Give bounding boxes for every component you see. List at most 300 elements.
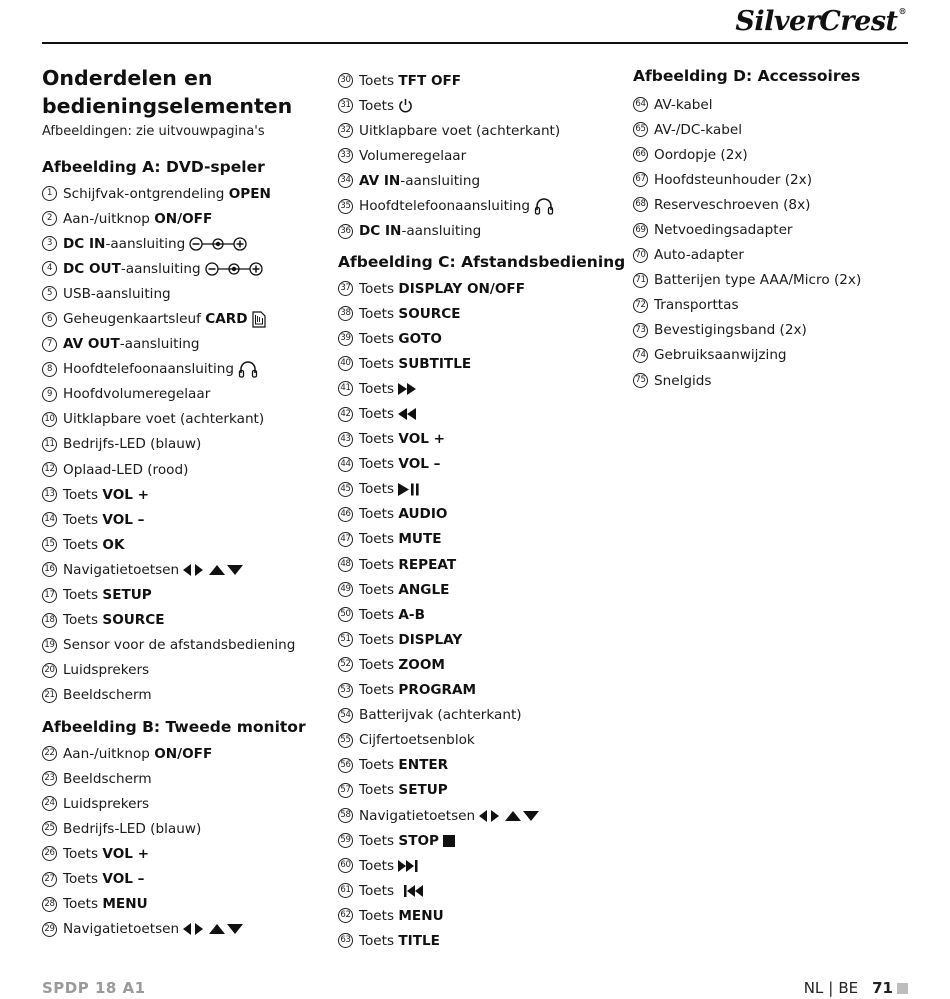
item-label bbox=[359, 732, 475, 748]
item-label bbox=[359, 933, 440, 949]
item-text-pre: Luidsprekers bbox=[63, 795, 150, 812]
item-text-pre: Toets bbox=[359, 656, 399, 673]
item-number-badge: 24 bbox=[42, 796, 57, 811]
item-text-pre: Toets bbox=[359, 932, 399, 949]
item-label bbox=[359, 356, 471, 372]
item-text-bold: AV IN bbox=[359, 172, 401, 189]
page-title: Onderdelen en bedieningselementen bbox=[42, 66, 293, 118]
item-text-bold: VOL + bbox=[102, 845, 150, 862]
item-text-pre: Uitklapbare voet (achterkant) bbox=[359, 122, 561, 139]
list-item bbox=[42, 532, 295, 557]
item-text-bold: TFT OFF bbox=[398, 72, 462, 89]
item-text-bold: REPEAT bbox=[398, 556, 457, 573]
item-text-bold: ANGLE bbox=[398, 581, 450, 598]
item-number-badge: 11 bbox=[42, 437, 57, 452]
item-text-pre: Batterijvak (achterkant) bbox=[359, 707, 522, 724]
item-number-badge: 40 bbox=[338, 356, 353, 371]
list-item bbox=[633, 167, 861, 192]
item-label bbox=[654, 373, 712, 389]
list-section-c bbox=[338, 276, 539, 954]
item-text-bold: OK bbox=[102, 536, 125, 553]
item-text-pre: Toets bbox=[63, 486, 103, 503]
item-label bbox=[359, 782, 448, 798]
list-section-b-part1 bbox=[42, 741, 243, 942]
item-number-badge: 35 bbox=[338, 199, 353, 214]
list-item bbox=[42, 658, 295, 683]
item-text-pre: Reserveschroeven (8x) bbox=[654, 196, 811, 213]
item-number-badge: 33 bbox=[338, 148, 353, 163]
item-label bbox=[63, 186, 271, 202]
rewind-icon bbox=[398, 408, 417, 420]
item-text-pre: Hoofdsteunhouder (2x) bbox=[654, 171, 813, 188]
item-label bbox=[359, 607, 425, 623]
item-text-bold: ZOOM bbox=[398, 656, 445, 673]
item-text-pre: Toets bbox=[63, 536, 103, 553]
item-label bbox=[63, 846, 149, 862]
list-item bbox=[633, 268, 861, 293]
item-label bbox=[63, 796, 149, 812]
item-number-badge: 70 bbox=[633, 248, 648, 263]
item-text-bold: SETUP bbox=[102, 587, 152, 604]
list-item bbox=[338, 401, 539, 426]
item-label bbox=[359, 481, 394, 497]
item-number-badge: 42 bbox=[338, 407, 353, 422]
item-number-badge: 25 bbox=[42, 821, 57, 836]
item-text-pre: Toets bbox=[359, 581, 399, 598]
item-number-badge: 34 bbox=[338, 173, 353, 188]
item-text-bold: AUDIO bbox=[398, 506, 448, 523]
item-text-bold: PROGRAM bbox=[398, 682, 477, 699]
item-text-bold: VOL + bbox=[102, 486, 150, 503]
item-label bbox=[63, 261, 201, 277]
page-number: 71 bbox=[872, 979, 893, 997]
list-item bbox=[338, 703, 539, 728]
item-text-pre: Toets bbox=[63, 845, 103, 862]
list-item bbox=[633, 117, 861, 142]
item-text-pre: Navigatietoetsen bbox=[63, 561, 180, 578]
item-text-bold: VOL – bbox=[102, 511, 145, 528]
power-icon bbox=[398, 98, 413, 113]
item-text-pre: AV-/DC-kabel bbox=[654, 121, 743, 138]
item-number-badge: 26 bbox=[42, 846, 57, 861]
headphones-icon bbox=[238, 360, 258, 378]
item-label bbox=[63, 311, 248, 327]
item-number-badge: 7 bbox=[42, 337, 57, 352]
item-number-badge: 56 bbox=[338, 758, 353, 773]
item-text-bold: TITLE bbox=[398, 932, 440, 949]
list-item bbox=[42, 841, 243, 866]
item-text-post: -aansluiting bbox=[105, 235, 186, 252]
item-text-pre: Toets bbox=[359, 431, 399, 448]
list-item bbox=[338, 753, 539, 778]
section-title-c: Afbeelding C: Afstandsbediening bbox=[338, 253, 626, 271]
list-item bbox=[338, 778, 539, 803]
list-item bbox=[338, 351, 539, 376]
item-text-pre: Toets bbox=[63, 587, 103, 604]
list-item bbox=[42, 583, 295, 608]
item-label bbox=[359, 506, 447, 522]
list-item bbox=[338, 552, 539, 577]
item-number-badge: 39 bbox=[338, 331, 353, 346]
item-label bbox=[359, 381, 394, 397]
item-text-bold: DC IN bbox=[63, 235, 106, 252]
list-item bbox=[338, 276, 539, 301]
item-text-pre: Oordopje (2x) bbox=[654, 146, 748, 163]
item-text-pre: Toets bbox=[359, 280, 399, 297]
item-label bbox=[63, 286, 171, 302]
item-text-bold: VOL – bbox=[102, 871, 145, 888]
card-icon bbox=[252, 311, 266, 328]
item-text-pre: Hoofdvolumeregelaar bbox=[63, 386, 211, 403]
item-label bbox=[63, 587, 152, 603]
list-item bbox=[338, 853, 539, 878]
item-text-pre: Toets bbox=[359, 907, 399, 924]
item-number-badge: 63 bbox=[338, 933, 353, 948]
item-text-pre: Toets bbox=[359, 72, 399, 89]
item-number-badge: 37 bbox=[338, 281, 353, 296]
item-number-badge: 51 bbox=[338, 632, 353, 647]
item-label bbox=[63, 411, 264, 427]
item-text-pre: USB-aansluiting bbox=[63, 285, 171, 302]
list-item bbox=[42, 741, 243, 766]
item-label bbox=[359, 833, 439, 849]
item-text-pre: Beeldscherm bbox=[63, 687, 152, 704]
list-item bbox=[42, 557, 295, 582]
item-number-badge: 72 bbox=[633, 298, 648, 313]
list-item bbox=[338, 219, 560, 244]
item-text-pre: Toets bbox=[359, 456, 399, 473]
item-text-pre: Toets bbox=[359, 882, 395, 899]
list-item bbox=[338, 903, 539, 928]
item-text-bold: SUBTITLE bbox=[398, 355, 472, 372]
item-text-bold: OPEN bbox=[228, 185, 271, 202]
item-text-pre: Bedrijfs-LED (blauw) bbox=[63, 820, 202, 837]
item-number-badge: 66 bbox=[633, 147, 648, 162]
item-number-badge: 2 bbox=[42, 211, 57, 226]
item-label bbox=[359, 331, 442, 347]
item-number-badge: 64 bbox=[633, 97, 648, 112]
item-label bbox=[63, 871, 144, 887]
item-text-bold: VOL – bbox=[398, 456, 441, 473]
list-item bbox=[338, 928, 539, 953]
list-item bbox=[338, 627, 539, 652]
item-text-pre: Netvoedingsadapter bbox=[654, 222, 793, 239]
item-number-badge: 20 bbox=[42, 663, 57, 678]
item-text-bold: AV OUT bbox=[63, 336, 120, 353]
item-text-pre: Toets bbox=[359, 682, 399, 699]
item-text-pre: Toets bbox=[63, 511, 103, 528]
item-text-pre: Sensor voor de afstandsbediening bbox=[63, 637, 296, 654]
item-text-pre: Toets bbox=[63, 871, 103, 888]
item-text-pre: Auto-adapter bbox=[654, 247, 744, 264]
item-text-bold: DC OUT bbox=[63, 260, 121, 277]
item-label bbox=[63, 436, 201, 452]
item-label bbox=[359, 657, 445, 673]
item-number-badge: 36 bbox=[338, 224, 353, 239]
section-title-d: Afbeelding D: Accessoires bbox=[633, 67, 861, 85]
item-text-pre: Transporttas bbox=[654, 297, 739, 314]
item-number-badge: 75 bbox=[633, 373, 648, 388]
list-item bbox=[338, 452, 539, 477]
item-label bbox=[359, 557, 456, 573]
item-text-pre: Snelgids bbox=[654, 372, 712, 389]
item-label bbox=[359, 98, 394, 114]
item-text-bold: SETUP bbox=[398, 782, 448, 799]
item-number-badge: 73 bbox=[633, 323, 648, 338]
list-item bbox=[338, 803, 539, 828]
list-item bbox=[338, 68, 560, 93]
item-label bbox=[359, 757, 448, 773]
item-label bbox=[654, 122, 742, 138]
list-item bbox=[42, 457, 295, 482]
list-item bbox=[42, 791, 243, 816]
list-item bbox=[338, 193, 560, 218]
list-item bbox=[338, 93, 560, 118]
item-label bbox=[359, 908, 444, 924]
list-item bbox=[338, 502, 539, 527]
item-label bbox=[63, 896, 148, 912]
item-text-pre: Schijfvak-ontgrendeling bbox=[63, 185, 229, 202]
item-label bbox=[63, 687, 152, 703]
item-number-badge: 38 bbox=[338, 306, 353, 321]
list-item bbox=[42, 683, 295, 708]
item-text-bold: VOL + bbox=[398, 431, 446, 448]
list-section-b-part2 bbox=[338, 68, 560, 244]
item-text-bold: CARD bbox=[205, 311, 248, 328]
item-number-badge: 47 bbox=[338, 532, 353, 547]
list-item bbox=[42, 608, 295, 633]
item-number-badge: 29 bbox=[42, 922, 57, 937]
item-label bbox=[359, 198, 530, 214]
item-text-pre: Toets bbox=[359, 857, 395, 874]
item-number-badge: 19 bbox=[42, 638, 57, 653]
item-number-badge: 8 bbox=[42, 362, 57, 377]
item-text-bold: MENU bbox=[102, 896, 148, 913]
list-item bbox=[633, 92, 861, 117]
item-text-pre: Gebruiksaanwijzing bbox=[654, 347, 787, 364]
item-number-badge: 12 bbox=[42, 462, 57, 477]
list-item bbox=[42, 633, 295, 658]
nav-arrows-icon bbox=[479, 810, 539, 822]
item-number-badge: 9 bbox=[42, 387, 57, 402]
list-section-a bbox=[42, 181, 295, 708]
item-label bbox=[359, 281, 525, 297]
item-label bbox=[654, 347, 787, 363]
item-text-post: -aansluiting bbox=[119, 336, 200, 353]
item-number-badge: 10 bbox=[42, 412, 57, 427]
list-item bbox=[338, 477, 539, 502]
item-text-pre: Toets bbox=[359, 782, 399, 799]
list-item bbox=[42, 382, 295, 407]
list-item bbox=[42, 256, 295, 281]
item-text-pre: Toets bbox=[359, 481, 395, 498]
item-number-badge: 60 bbox=[338, 858, 353, 873]
section-title-b: Afbeelding B: Tweede monitor bbox=[42, 718, 306, 736]
item-text-bold: DC IN bbox=[359, 223, 402, 240]
item-text-pre: Toets bbox=[359, 355, 399, 372]
item-text-pre: Uitklapbare voet (achterkant) bbox=[63, 411, 265, 428]
list-item bbox=[42, 866, 243, 891]
item-text-post: -aansluiting bbox=[400, 172, 481, 189]
list-item bbox=[633, 192, 861, 217]
item-label bbox=[63, 537, 125, 553]
item-number-badge: 4 bbox=[42, 261, 57, 276]
item-text-pre: AV-kabel bbox=[654, 96, 713, 113]
item-text-post: -aansluiting bbox=[401, 223, 482, 240]
list-item bbox=[338, 143, 560, 168]
item-text-bold: ON/OFF bbox=[154, 745, 213, 762]
item-number-badge: 46 bbox=[338, 507, 353, 522]
list-item bbox=[42, 357, 295, 382]
list-item bbox=[338, 527, 539, 552]
item-number-badge: 27 bbox=[42, 872, 57, 887]
footer-page-info bbox=[804, 979, 908, 997]
item-label bbox=[63, 236, 185, 252]
list-item bbox=[42, 816, 243, 841]
item-label bbox=[359, 223, 481, 239]
list-item bbox=[633, 368, 861, 393]
item-label bbox=[63, 462, 188, 478]
item-label bbox=[359, 456, 440, 472]
item-number-badge: 65 bbox=[633, 122, 648, 137]
item-label bbox=[359, 406, 394, 422]
item-number-badge: 48 bbox=[338, 557, 353, 572]
item-text-pre: Bevestigingsband (2x) bbox=[654, 322, 807, 339]
item-number-badge: 52 bbox=[338, 657, 353, 672]
dc-polarity-icon bbox=[189, 237, 247, 251]
item-text-pre: Navigatietoetsen bbox=[63, 921, 180, 938]
item-label bbox=[63, 361, 234, 377]
stop-icon bbox=[443, 835, 455, 847]
item-text-pre: Oplaad-LED (rood) bbox=[63, 461, 189, 478]
item-number-badge: 55 bbox=[338, 733, 353, 748]
item-number-badge: 45 bbox=[338, 482, 353, 497]
list-item bbox=[338, 602, 539, 627]
item-label bbox=[359, 306, 461, 322]
item-text-bold: SOURCE bbox=[398, 305, 461, 322]
list-item bbox=[42, 892, 243, 917]
item-text-bold: ENTER bbox=[398, 757, 449, 774]
item-number-badge: 67 bbox=[633, 172, 648, 187]
item-label bbox=[63, 512, 144, 528]
item-number-badge: 41 bbox=[338, 381, 353, 396]
item-number-badge: 57 bbox=[338, 783, 353, 798]
dc-polarity-icon bbox=[205, 262, 263, 276]
list-item bbox=[42, 482, 295, 507]
item-text-bold: DISPLAY ON/OFF bbox=[398, 280, 525, 297]
list-item bbox=[42, 917, 243, 942]
item-text-pre: Aan-/uitknop bbox=[63, 210, 155, 227]
item-number-badge: 3 bbox=[42, 236, 57, 251]
item-text-pre: Batterijen type AAA/Micro (2x) bbox=[654, 272, 862, 289]
item-label bbox=[359, 148, 466, 164]
footer-lang-nl: NL bbox=[803, 979, 824, 997]
item-text-bold: STOP bbox=[398, 832, 439, 849]
item-text-pre: Toets bbox=[359, 380, 395, 397]
item-text-pre: Luidsprekers bbox=[63, 662, 150, 679]
footer-model: SPDP 18 A1 bbox=[42, 979, 146, 997]
item-text-pre: Hoofdtelefoonaansluiting bbox=[359, 198, 531, 215]
item-text-bold: SOURCE bbox=[102, 612, 165, 629]
item-number-badge: 54 bbox=[338, 708, 353, 723]
item-label bbox=[63, 662, 149, 678]
prev-track-icon bbox=[398, 885, 426, 897]
silvercrest-logo: SilverCrest® bbox=[735, 6, 906, 37]
list-item bbox=[42, 407, 295, 432]
list-item bbox=[42, 206, 295, 231]
item-text-pre: Toets bbox=[359, 757, 399, 774]
item-label bbox=[359, 431, 445, 447]
list-item bbox=[338, 301, 539, 326]
item-label bbox=[654, 97, 713, 113]
item-label bbox=[654, 322, 807, 338]
item-label bbox=[359, 73, 461, 89]
item-text-bold: GOTO bbox=[398, 330, 442, 347]
list-item bbox=[42, 306, 295, 331]
item-label bbox=[63, 821, 201, 837]
item-label bbox=[63, 612, 165, 628]
list-item bbox=[42, 507, 295, 532]
list-item bbox=[42, 231, 295, 256]
item-label bbox=[359, 582, 449, 598]
item-label bbox=[63, 211, 212, 227]
header-rule bbox=[42, 42, 908, 44]
list-item bbox=[42, 766, 243, 791]
subtitle: Afbeeldingen: zie uitvouwpagina's bbox=[42, 124, 265, 139]
list-item bbox=[633, 142, 861, 167]
item-number-badge: 23 bbox=[42, 771, 57, 786]
item-label bbox=[654, 247, 744, 263]
item-number-badge: 49 bbox=[338, 582, 353, 597]
nav-arrows-icon bbox=[183, 564, 243, 576]
footer-separator: | bbox=[828, 979, 834, 997]
item-text-pre: Toets bbox=[359, 97, 395, 114]
item-number-badge: 68 bbox=[633, 197, 648, 212]
item-text-bold: A-B bbox=[398, 606, 425, 623]
list-item bbox=[42, 281, 295, 306]
list-item bbox=[338, 427, 539, 452]
item-label bbox=[359, 883, 394, 899]
item-label bbox=[654, 272, 861, 288]
item-text-pre: Toets bbox=[359, 606, 399, 623]
item-text-bold: ON/OFF bbox=[154, 210, 213, 227]
item-number-badge: 6 bbox=[42, 312, 57, 327]
item-number-badge: 5 bbox=[42, 286, 57, 301]
item-text-pre: Navigatietoetsen bbox=[359, 807, 476, 824]
item-number-badge: 58 bbox=[338, 808, 353, 823]
list-item bbox=[338, 828, 539, 853]
item-label bbox=[654, 297, 739, 313]
item-text-pre: Beeldscherm bbox=[63, 770, 152, 787]
item-label bbox=[654, 197, 810, 213]
item-number-badge: 28 bbox=[42, 897, 57, 912]
list-item bbox=[338, 728, 539, 753]
item-label bbox=[63, 921, 179, 937]
list-item bbox=[338, 652, 539, 677]
item-text-pre: Toets bbox=[359, 330, 399, 347]
list-item bbox=[42, 432, 295, 457]
item-number-badge: 43 bbox=[338, 432, 353, 447]
next-track-icon bbox=[398, 860, 420, 872]
item-number-badge: 69 bbox=[633, 223, 648, 238]
item-number-badge: 61 bbox=[338, 883, 353, 898]
item-text-pre: Toets bbox=[359, 506, 399, 523]
item-label bbox=[654, 147, 748, 163]
play-pause-icon bbox=[398, 483, 420, 496]
item-label bbox=[63, 562, 179, 578]
list-item bbox=[42, 332, 295, 357]
item-label bbox=[63, 336, 200, 352]
